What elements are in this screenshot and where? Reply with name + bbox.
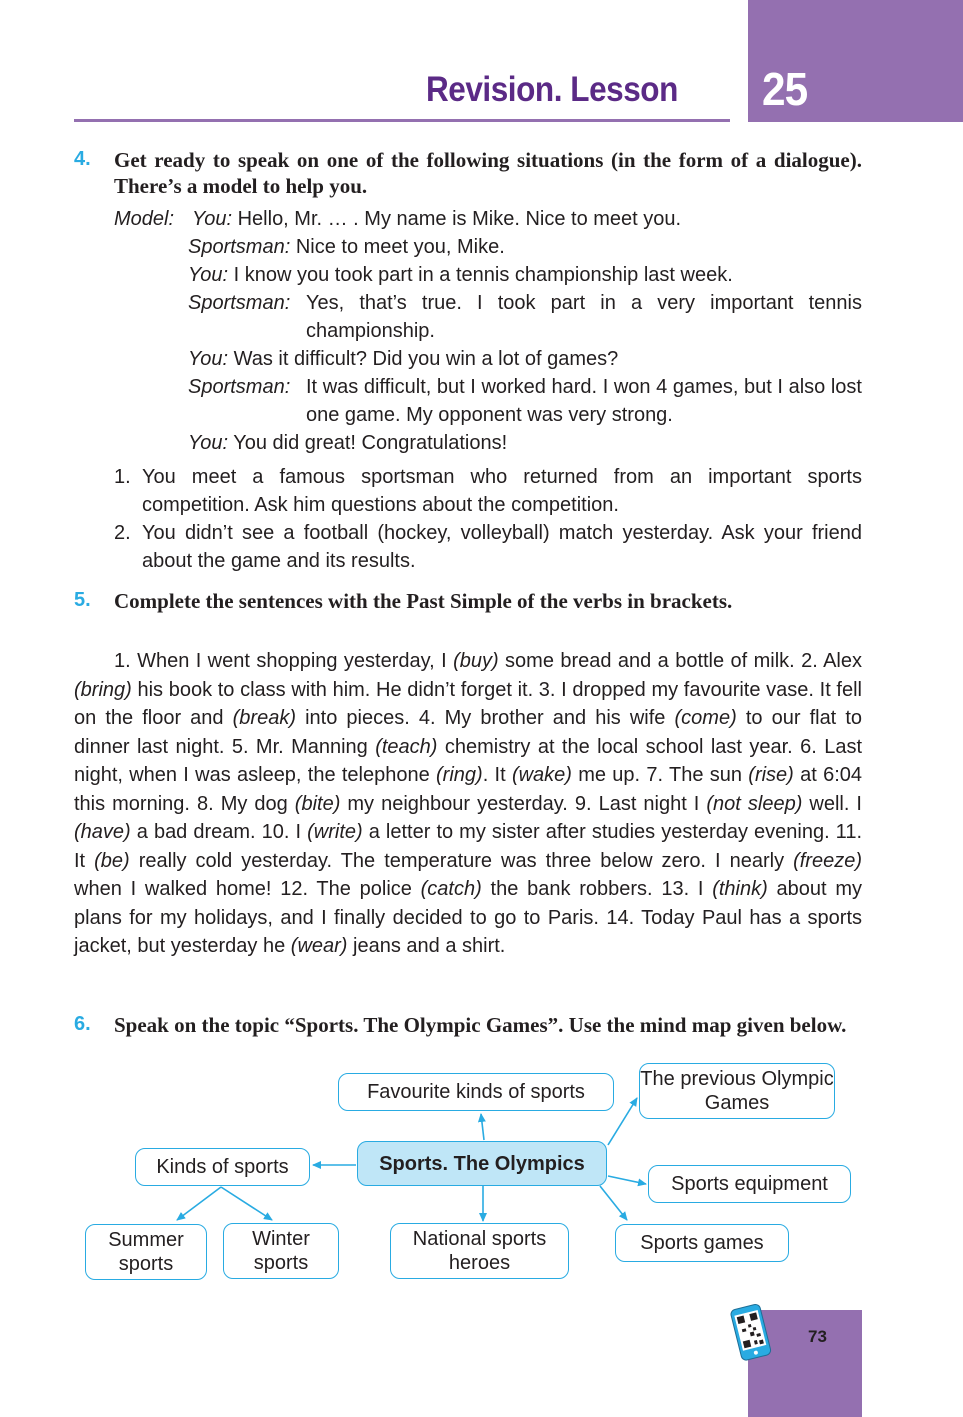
page-number: 73 <box>808 1327 827 1346</box>
verb-prompt: (bite) <box>294 792 341 815</box>
verb-prompt: (teach) <box>375 735 438 758</box>
page-title: Revision. Lesson <box>426 70 678 109</box>
situation-number: 1. <box>114 466 131 488</box>
verb-prompt: (ring) <box>436 764 483 786</box>
exercise-6-number: 6. <box>74 1013 91 1035</box>
node-winter-sports: Winter sports <box>223 1223 339 1279</box>
arrow-to-favourite <box>481 1114 484 1140</box>
sentence-text: about my plans for my holidays, and I finally decided to go to Paris. 14. Today Paul has a sports jacket, but yesterday he <box>74 878 862 957</box>
arrow-to-games <box>600 1186 627 1220</box>
sentence-text: when I walked home! 12. The police <box>74 878 421 900</box>
sentence-text: jeans and a shirt. <box>347 935 506 957</box>
sentence-text: his book to class with him. He didn’t forget it. 3. I dropped my favourite vase. It fell on the floor and <box>74 678 862 729</box>
dialogue-line: Sportsman: Nice to meet you, Mike. <box>188 236 505 258</box>
verb-prompt: (wear) <box>290 935 348 957</box>
verb-prompt: (come) <box>674 707 737 729</box>
node-previous-games: The previous Olympic Games <box>639 1063 835 1119</box>
verb-prompt: (break) <box>232 707 296 729</box>
situation-text: You meet a famous sportsman who returned from an important sports competition. Ask him questions about the competition. <box>142 466 862 516</box>
sentence-text: into pieces. 4. My brother and his wife <box>296 707 675 729</box>
sentence-text: really cold yesterday. The temperature was three below zero. I nearly <box>129 849 794 872</box>
exercise-6-task: Speak on the topic “Sports. The Olympic Games”. Use the mind map given below. <box>114 1013 847 1037</box>
verb-prompt: (think) <box>712 878 768 900</box>
verb-prompt: (bring) <box>74 678 132 701</box>
verb-prompt: (freeze) <box>793 849 862 872</box>
dialogue-line: You: Hello, Mr. … . My name is Mike. Nice to meet you. <box>192 208 682 230</box>
sentence-text: the bank robbers. 13. I <box>481 878 713 900</box>
verb-prompt: (buy) <box>453 650 499 672</box>
arrow-to-winter <box>221 1187 272 1220</box>
verb-prompt: (be) <box>94 849 130 872</box>
situation-text: You didn’t see a football (hockey, volleyball) match yesterday. Ask your friend about the game and its results. <box>142 522 862 572</box>
dialogue-text: Yes, that’s true. I took part in a very important tennis championship. <box>306 292 862 342</box>
node-sports-games: Sports games <box>615 1224 789 1262</box>
lesson-number: 25 <box>762 63 808 115</box>
dialogue-line: You: I know you took part in a tennis championship last week. <box>188 264 733 286</box>
sentence-text: 1. When I went shopping yesterday, I <box>114 650 454 672</box>
sentence-text: at 6:04 this morning. 8. My dog <box>74 764 863 815</box>
sentence-text: chemistry at the local school last year. 6. Last night, when I was asleep, the telephone <box>74 735 863 786</box>
sentence-text: my neighbour yesterday. 9. Last night I <box>340 792 707 815</box>
arrow-to-summer <box>177 1187 221 1220</box>
dialogue-line: You: You did great! Congratulations! <box>188 432 508 454</box>
node-center-topic: Sports. The Olympics <box>357 1141 607 1186</box>
exercise-4-number: 4. <box>74 148 91 170</box>
dialogue-text: It was difficult, but I worked hard. I won 4 games, but I also lost one game. My opponent was very strong. <box>306 376 862 426</box>
sentence-text: well. I <box>802 792 862 815</box>
sentence-text: me up. 7. The sun <box>571 764 749 786</box>
model-label: Model: <box>114 208 175 230</box>
exercise-5-number: 5. <box>74 589 91 611</box>
node-kinds-of-sports: Kinds of sports <box>135 1148 310 1186</box>
dialogue-speaker: Sportsman: <box>188 292 291 314</box>
dialogue-speaker: Sportsman: <box>188 376 291 398</box>
arrow-to-equipment <box>608 1176 646 1184</box>
node-sports-equipment: Sports equipment <box>648 1165 851 1203</box>
verb-prompt: (rise) <box>748 764 794 786</box>
sentence-text: some bread and a bottle of milk. 2. Alex <box>498 650 862 672</box>
situation-number: 2. <box>114 522 131 544</box>
sentence-text: a letter to my sister after studies yesterday evening. 11. It <box>74 821 862 872</box>
verb-prompt: (not sleep) <box>706 792 803 815</box>
verb-prompt: (wake) <box>511 764 572 786</box>
node-national-heroes: National sports heroes <box>390 1223 569 1279</box>
exercise-5-task: Complete the sentences with the Past Simple of the verbs in brackets. <box>114 589 733 613</box>
node-favourite-sports: Favourite kinds of sports <box>338 1073 614 1111</box>
exercise-4-task: Get ready to speak on one of the following situations (in the form of a dialogue). There’s a model to help you. <box>114 148 862 198</box>
verb-prompt: (write) <box>307 821 363 843</box>
sentence-text: . It <box>482 764 512 786</box>
verb-prompt: (catch) <box>420 878 482 900</box>
sentence-text: to our flat to dinner last night. 5. Mr. Manning <box>74 707 862 758</box>
phone-qr-icon[interactable] <box>728 1302 776 1369</box>
sentence-text: a bad dream. 10. I <box>130 821 308 843</box>
verb-prompt: (have) <box>74 821 131 843</box>
node-summer-sports: Summer sports <box>85 1224 207 1280</box>
dialogue-line: You: Was it difficult? Did you win a lot of games? <box>188 348 619 370</box>
